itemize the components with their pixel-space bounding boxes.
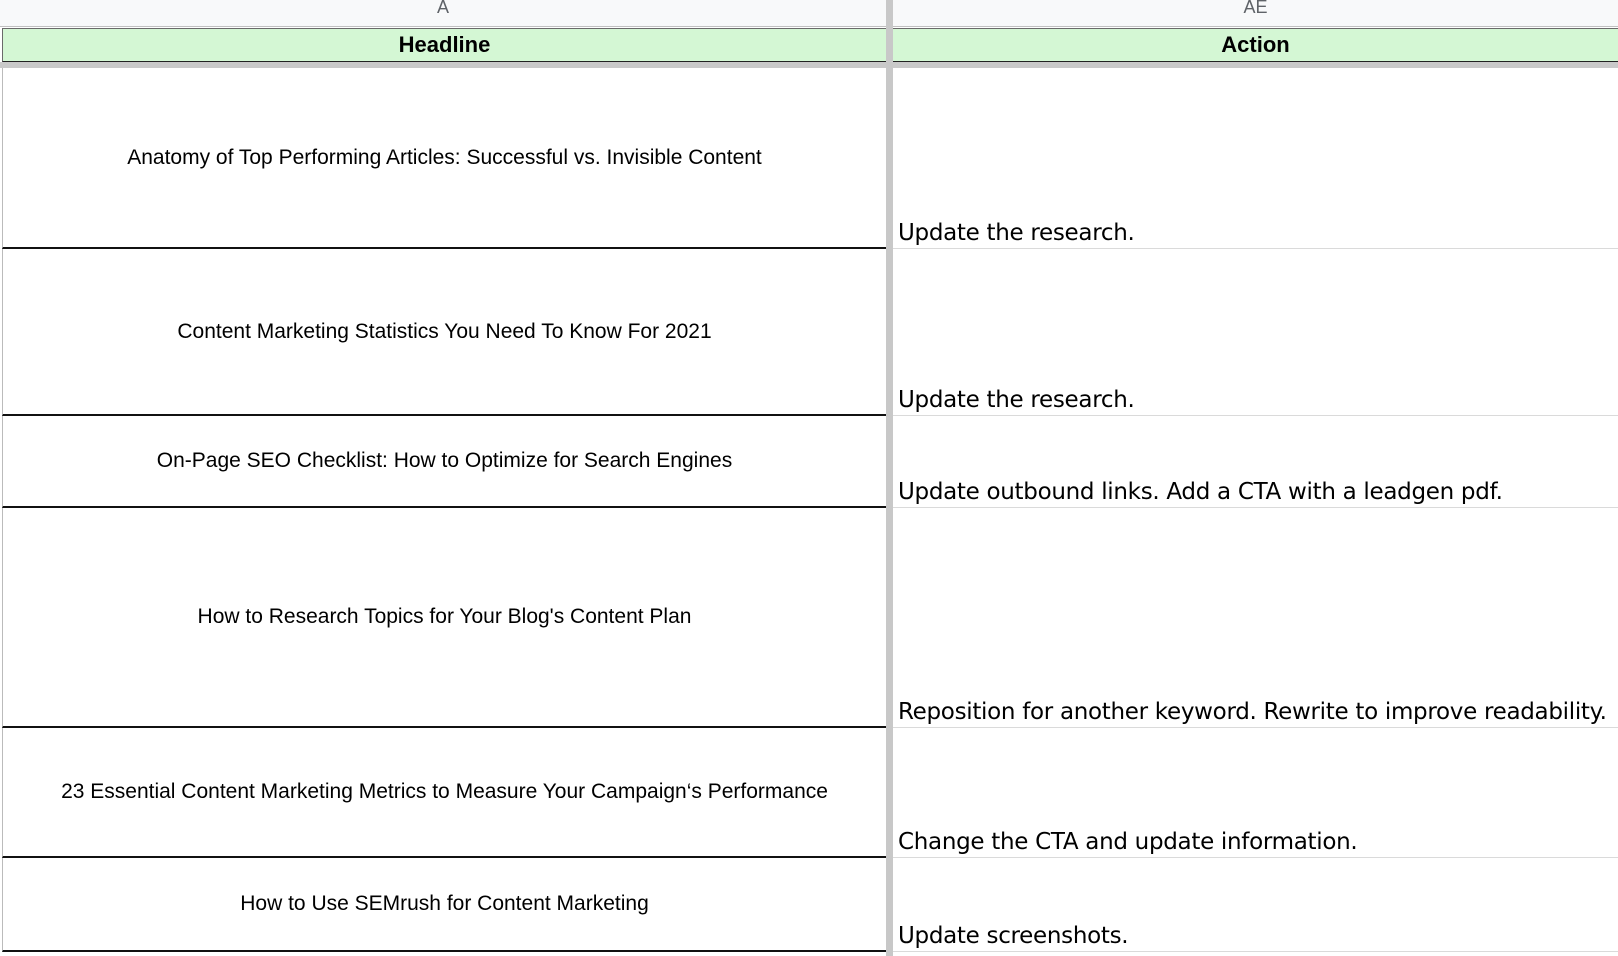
column-header-ae[interactable]: AE bbox=[893, 0, 1618, 27]
headline-cell[interactable]: Content Marketing Statistics You Need To Know For 2021 bbox=[2, 249, 886, 416]
header-cell-action[interactable]: Action bbox=[893, 28, 1618, 62]
headline-cell[interactable]: 23 Essential Content Marketing Metrics to Measure Your Campaign‘s Performance bbox=[2, 728, 886, 858]
column-header-a[interactable]: A bbox=[0, 0, 886, 27]
headline-cell[interactable]: On-Page SEO Checklist: How to Optimize for Search Engines bbox=[2, 416, 886, 508]
action-cell[interactable]: Update the research. bbox=[893, 68, 1618, 249]
header-cell-headline[interactable]: Headline bbox=[2, 28, 886, 62]
action-cell[interactable]: Update screenshots. bbox=[893, 858, 1618, 952]
headline-cell[interactable]: How to Use SEMrush for Content Marketing bbox=[2, 858, 886, 952]
action-cell[interactable]: Update the research. bbox=[893, 249, 1618, 416]
action-cell[interactable]: Change the CTA and update information. bbox=[893, 728, 1618, 858]
action-cell[interactable]: Reposition for another keyword. Rewrite to improve readability. bbox=[893, 508, 1618, 728]
headline-cell[interactable]: How to Research Topics for Your Blog's Content Plan bbox=[2, 508, 886, 728]
action-cell[interactable]: Update outbound links. Add a CTA with a leadgen pdf. bbox=[893, 416, 1618, 508]
frozen-column-divider[interactable] bbox=[886, 0, 893, 956]
headline-cell[interactable]: Anatomy of Top Performing Articles: Successful vs. Invisible Content bbox=[2, 68, 886, 249]
